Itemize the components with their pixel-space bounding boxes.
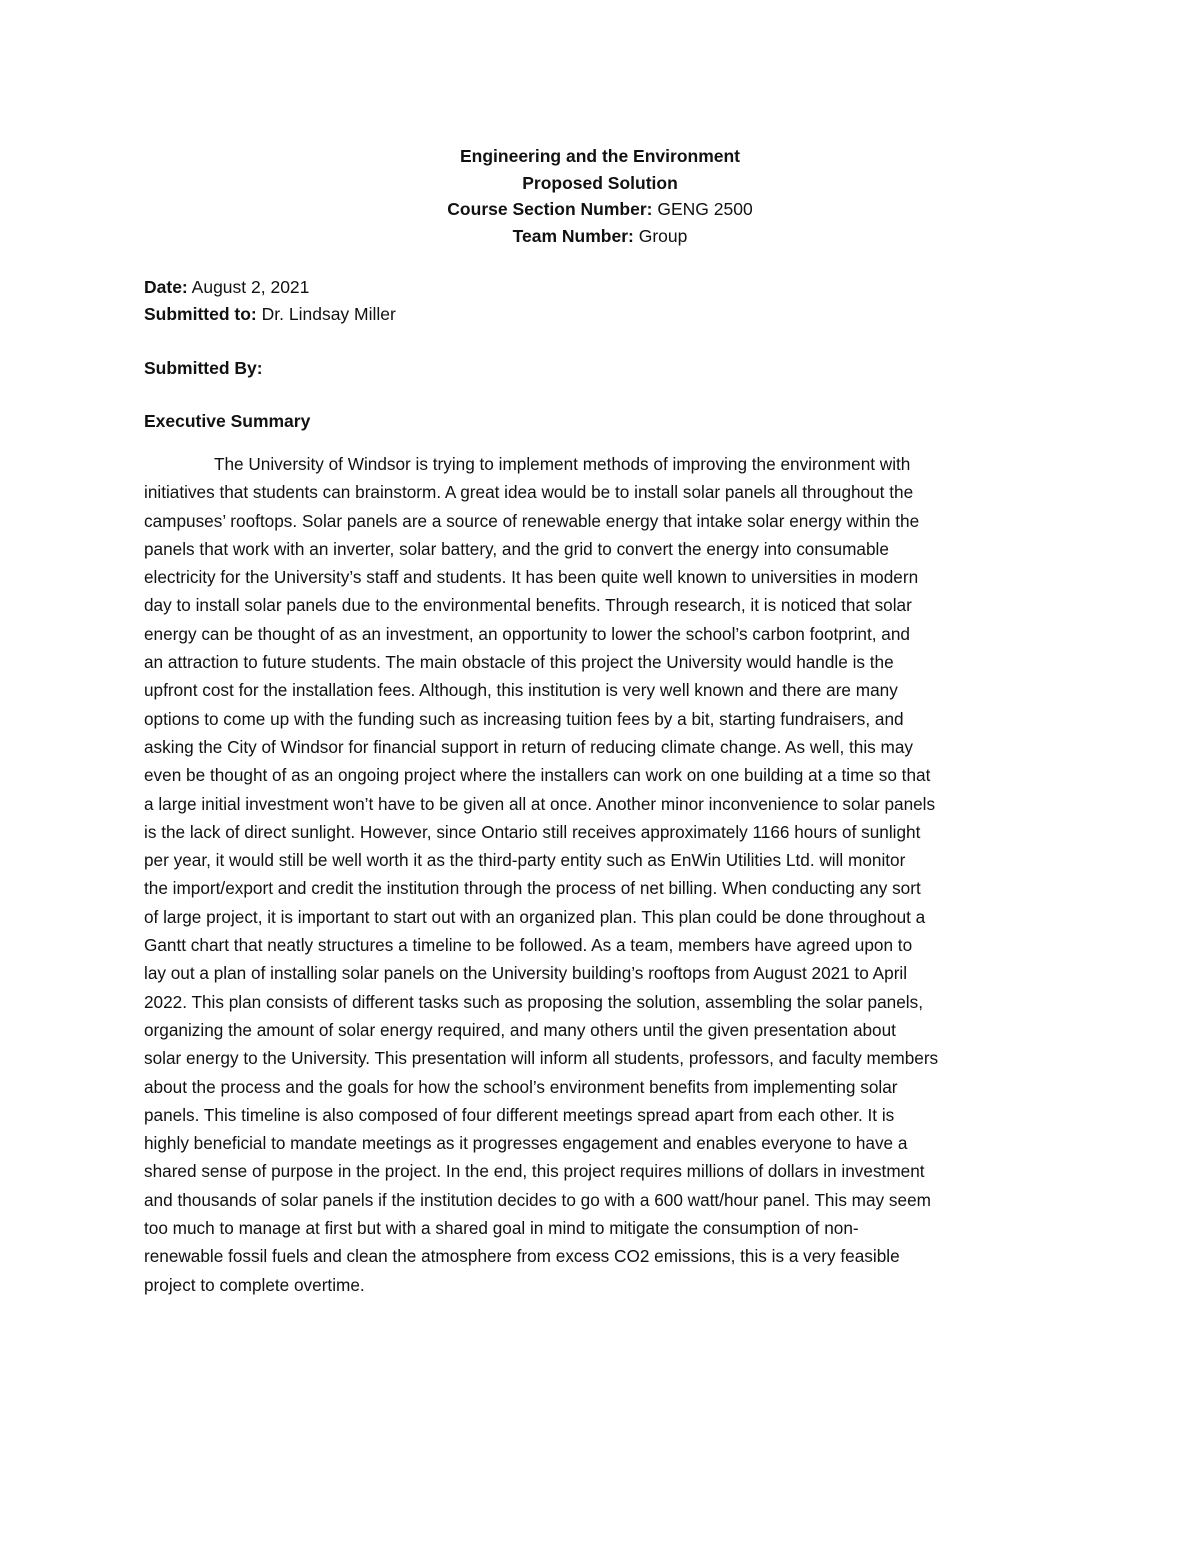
summary-line: options to come up with the funding such as increasing tuition fees by a bit, starting fundraisers, and bbox=[144, 708, 904, 729]
summary-line: is the lack of direct sunlight. However, since Ontario still receives approximately 1166 hours of sunlight bbox=[144, 821, 921, 842]
summary-line: lay out a plan of installing solar panels on the University building’s rooftops from August 2021 to April bbox=[144, 963, 908, 984]
executive-summary-body bbox=[144, 450, 1064, 1299]
submitted-to-line bbox=[144, 301, 1064, 328]
summary-line: per year, it would still be well worth it as the third-party entity such as EnWin Utilities Ltd. will monitor bbox=[144, 850, 906, 871]
summary-line: day to install solar panels due to the environmental benefits. Through research, it is noticed that solar bbox=[144, 595, 912, 616]
course-section-line bbox=[0, 196, 1200, 223]
course-section-label: Course Section Number: bbox=[447, 199, 653, 219]
summary-line: renewable fossil fuels and clean the atmosphere from excess CO2 emissions, this is a very feasible bbox=[144, 1246, 900, 1267]
summary-line: project to complete overtime. bbox=[144, 1274, 365, 1295]
date-line bbox=[144, 274, 1064, 301]
summary-line: solar energy to the University. This presentation will inform all students, professors, and faculty members bbox=[144, 1048, 939, 1069]
summary-line: panels. This timeline is also composed of four different meetings spread apart from each other. It is bbox=[144, 1104, 895, 1125]
summary-line: The University of Windsor is trying to implement methods of improving the environment with bbox=[214, 454, 911, 474]
team-number-line bbox=[0, 223, 1200, 250]
submission-meta bbox=[144, 274, 1064, 327]
summary-line: of large project, it is important to start out with an organized plan. This plan could be done throughout a bbox=[144, 906, 926, 927]
summary-line: a large initial investment won’t have to be given all at once. Another minor inconvenience to solar panels bbox=[144, 793, 936, 814]
summary-line: even be thought of as an ongoing project where the installers can work on one building at a time so that bbox=[144, 765, 931, 786]
document-subtitle: Proposed Solution bbox=[522, 172, 678, 193]
submitted-to-value: Dr. Lindsay Miller bbox=[256, 303, 396, 324]
summary-line: 2022. This plan consists of different tasks such as proposing the solution, assembling the solar panels, bbox=[144, 991, 923, 1012]
submitted-by-label: Submitted By: bbox=[144, 358, 263, 378]
summary-line: an attraction to future students. The main obstacle of this project the University would handle is the bbox=[144, 652, 894, 673]
summary-line: shared sense of purpose in the project. In the end, this project requires millions of dollars in investment bbox=[144, 1161, 925, 1182]
team-number-value: Group bbox=[633, 225, 688, 246]
executive-summary-heading: Executive Summary bbox=[144, 411, 311, 431]
document-title: Engineering and the Environment bbox=[459, 146, 741, 166]
summary-line: about the process and the goals for how the school’s environment benefits from implementing solar bbox=[144, 1076, 898, 1097]
course-section-value: GENG 2500 bbox=[652, 199, 753, 219]
document-header bbox=[0, 143, 1200, 249]
summary-line: highly beneficial to mandate meetings as it progresses engagement and enables everyone to have a bbox=[144, 1133, 908, 1154]
summary-line: too much to manage at first but with a shared goal in mind to mitigate the consumption of non- bbox=[144, 1218, 859, 1239]
submitted-to-label: Submitted to: bbox=[144, 303, 257, 324]
date-label: Date: bbox=[144, 277, 188, 297]
summary-line: and thousands of solar panels if the institution decides to go with a 600 watt/hour panel. This may seem bbox=[144, 1189, 931, 1210]
summary-line: the import/export and credit the institution through the process of net billing. When conducting any sort bbox=[144, 878, 921, 899]
date-value: August 2, 2021 bbox=[187, 277, 310, 297]
summary-line: organizing the amount of solar energy required, and many others until the given presentation about bbox=[144, 1019, 896, 1040]
summary-line: asking the City of Windsor for financial support in return of reducing climate change. As well, this may bbox=[144, 736, 914, 757]
summary-line: electricity for the University’s staff and students. It has been quite well known to universities in modern bbox=[144, 567, 919, 588]
team-number-label: Team Number: bbox=[512, 225, 634, 246]
summary-line: energy can be thought of as an investment, an opportunity to lower the school’s carbon footprint, and bbox=[144, 623, 910, 644]
summary-line: Gantt chart that neatly structures a timeline to be followed. As a team, members have agreed upon to bbox=[144, 935, 913, 956]
summary-line: panels that work with an inverter, solar battery, and the grid to convert the energy into consumable bbox=[144, 538, 889, 559]
summary-line: initiatives that students can brainstorm. A great idea would be to install solar panels all throughout the bbox=[144, 482, 914, 503]
summary-line: upfront cost for the installation fees. Although, this institution is very well known and there are many bbox=[144, 680, 898, 701]
summary-line: campuses’ rooftops. Solar panels are a source of renewable energy that intake solar energy within the bbox=[144, 510, 920, 531]
